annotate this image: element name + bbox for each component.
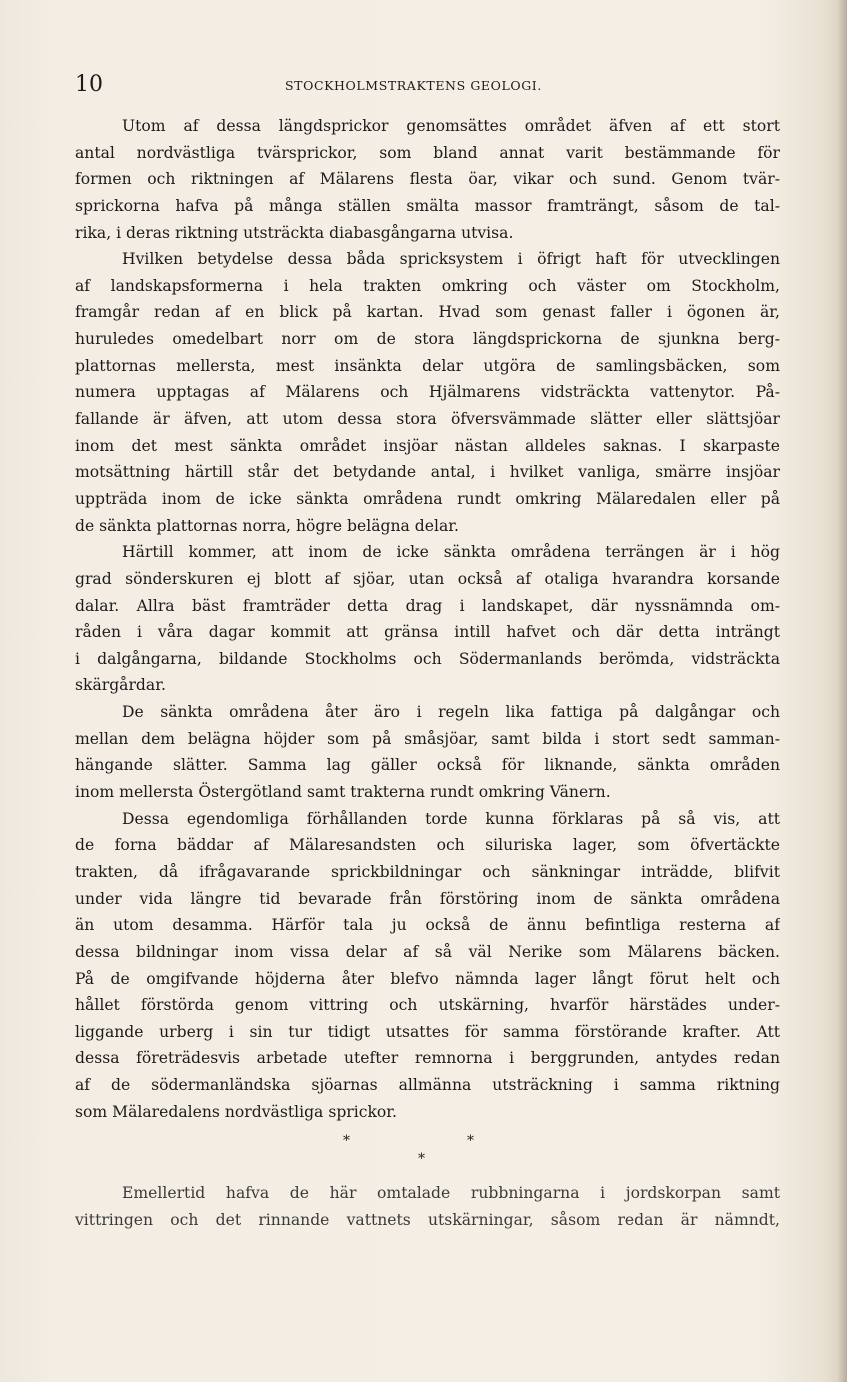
text-line: sprickorna hafva på många ställen smälta massor framträngt, såsom de tal- [75,196,780,215]
text-line: i dalgångarna, bildande Stockholms och Södermanlands berömda, vidsträckta [75,649,780,668]
asterisk-left: * [343,1133,350,1150]
paragraph [75,806,780,1126]
text-line: af landskapsformerna i hela trakten omkring och väster om Stockholm, [75,276,780,295]
paragraph [75,1180,780,1233]
text-line: rika, i deras riktning utsträckta diabasgångarna utvisa. [75,223,514,242]
text-line: Utom af dessa längdsprickor genomsättes området äfven af ett stort [122,117,780,135]
text-line: än utom desamma. Härför tala ju också de ännu befintliga resterna af [75,916,780,935]
paragraph [75,113,780,246]
text-line: liggande urberg i sin tur tidigt utsattes för samma förstörande krafter. Att [75,1022,780,1041]
text-line: Emellertid hafva de här omtalade rubbningarna i jordskorpan samt [122,1184,780,1203]
text-line: de sänkta plattornas norra, högre belägna delar. [75,516,459,535]
page-edge-shadow [837,0,847,1382]
text-line: dessa företrädesvis arbetade utefter remnorna i berggrunden, antydes redan [75,1049,780,1068]
text-line: formen och riktningen af Mälarens flesta öar, vikar och sund. Genom tvär- [75,170,780,189]
text-line: uppträda inom de icke sänkta områdena rundt omkring Mälaredalen eller på [75,489,780,508]
paragraph [75,246,780,539]
text-line: antal nordvästliga tvärsprickor, som bland annat varit bestämmande för [75,143,780,162]
asterisk-right: * [467,1133,474,1150]
page-header [75,72,780,102]
paragraph [75,699,780,806]
section-separator [75,1125,780,1180]
text-line: dalar. Allra bäst framträder detta drag i landskapet, där nyssnämnda om- [75,596,780,615]
text-line: som Mälaredalens nordvästliga sprickor. [75,1102,398,1121]
text-line: framgår redan af en blick på kartan. Hvad som genast faller i ögonen är, [75,303,780,322]
text-line: mellan dem belägna höjder som på småsjöar, samt bilda i stort sedt samman- [75,729,780,748]
asterisk-center: * [418,1151,425,1168]
text-line: råden i våra dagar kommit att gränsa intill hafvet och där detta inträngt [75,623,780,642]
running-title: STOCKHOLMSTRAKTENS GEOLOGI. [285,78,542,93]
text-line: plattornas mellersta, mest insänkta delar utgöra de samlingsbäcken, som [75,356,780,375]
text-line: under vida längre tid bevarade från förstöring inom de sänkta områdena [75,889,780,908]
text-line: vittringen och det rinnande vattnets utskärningar, såsom redan är nämndt, [75,1210,780,1229]
text-line: de forna bäddar af Mälaresandsten och siluriska lager, som öfvertäckte [75,836,780,855]
text-line: De sänkta områdena åter äro i regeln lika fattiga på dalgångar och [122,703,780,722]
text-line: På de omgifvande höjderna åter blefvo nämnda lager långt förut helt och [75,969,780,988]
text-line: dessa bildningar inom vissa delar af så väl Nerike som Mälarens bäcken. [75,942,780,961]
text-line: numera upptagas af Mälarens och Hjälmarens vidsträckta vattenytor. På- [75,383,780,402]
text-line: motsättning härtill står det betydande antal, i hvilket vanliga, smärre insjöar [75,463,780,482]
text-line: inom det mest sänkta området insjöar nästan alldeles saknas. I skarpaste [75,436,780,455]
paragraph [75,539,780,699]
text-line: Hvilken betydelse dessa båda spricksystem i öfrigt haft för utvecklingen [122,250,780,269]
text-line: fallande är äfven, att utom dessa stora öfversvämmade slätter eller slättsjöar [75,410,780,429]
text-line: af de södermanländska sjöarnas allmänna utsträckning i samma riktning [75,1076,780,1095]
body-text [75,113,780,1234]
text-line: hållet förstörda genom vittring och utskärning, hvarför härstädes under- [75,996,780,1015]
text-line: Härtill kommer, att inom de icke sänkta områdena terrängen är i hög [122,543,780,562]
text-line: trakten, då ifrågavarande sprickbildningar och sänkningar inträdde, blifvit [75,862,780,881]
text-line: hängande slätter. Samma lag gäller också för liknande, sänkta områden [75,756,780,775]
text-line: inom mellersta Östergötland samt trakterna rundt omkring Vänern. [75,783,611,802]
text-line: huruledes omedelbart norr om de stora längdsprickorna de sjunkna berg- [75,330,780,349]
text-line: skärgårdar. [75,676,166,695]
text-line: grad sönderskuren ej blott af sjöar, utan också af otaliga hvarandra korsande [75,569,780,588]
page-number: 10 [75,72,103,97]
text-line: Dessa egendomliga förhållanden torde kunna förklaras på så vis, att [122,809,780,828]
